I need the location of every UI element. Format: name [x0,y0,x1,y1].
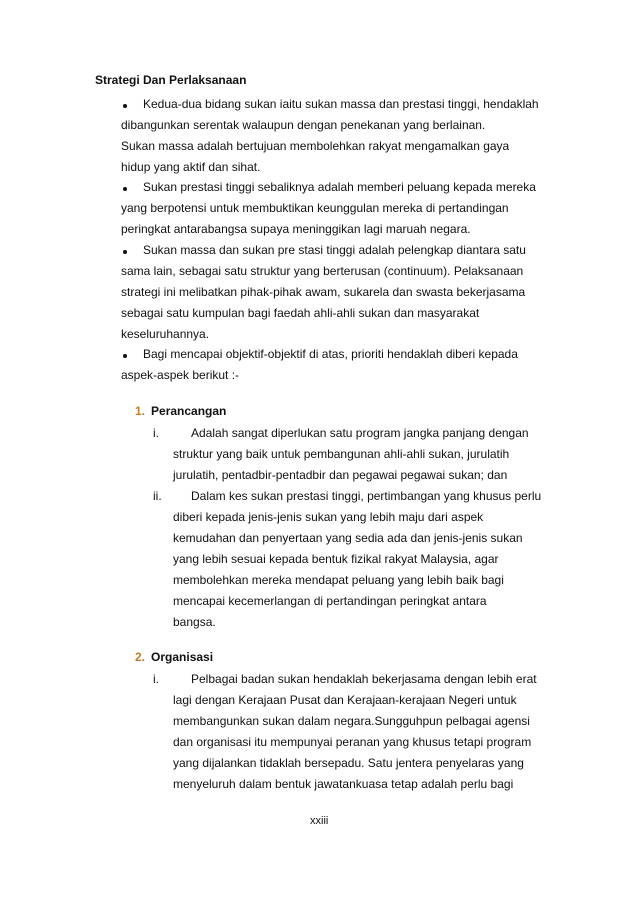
section-1-item-1-line-2: struktur yang baik untuk pembangunan ahli-ahli sukan, jurulatih [173,447,510,461]
bullet-1-line-3: Sukan massa adalah bertujuan membolehkan rakyat mengamalkan gaya [121,139,510,153]
bullet-2-line-2: yang berpotensi untuk membuktikan keunggulan mereka di pertandingan [121,201,509,215]
bullet-marker [123,187,127,191]
bullet-marker [123,354,127,358]
section-2-title: Organisasi [151,650,214,664]
section-1-item-1-line-1: Adalah sangat diperlukan satu program jangka panjang dengan [191,426,529,440]
section-2-item-1-line-4: dan organisasi itu mempunyai peranan yang khusus tetapi program [173,735,532,749]
bullet-1-line-4: hidup yang aktif dan sihat. [121,160,261,174]
section-1-item-2-line-1: Dalam kes sukan prestasi tinggi, pertimbangan yang khusus perlu [191,489,542,503]
bullet-3-line-3: strategi ini melibatkan pihak-pihak awam, sukarela dan swasta bekerjasama [121,285,526,299]
bullet-3-line-4: sebagai satu kumpulan bagi faedah ahli-ahli sukan dan masyarakat [121,306,480,320]
section-1-item-2-line-4: yang lebih sesuai kepada bentuk fizikal rakyat Malaysia, agar [173,552,499,566]
bullet-marker [123,104,127,108]
bullet-3-line-1: Sukan massa dan sukan pre stasi tinggi adalah pelengkap diantara satu [143,243,526,257]
bullet-marker [123,250,127,254]
bullet-4-line-2: aspek-aspek berikut :- [121,368,240,382]
bullet-1-line-2: dibangunkan serentak walaupun dengan penekanan yang berlainan. [121,118,486,132]
section-2-number: 2. [135,650,146,664]
bullet-4-line-1: Bagi mencapai objektif-objektif di atas, prioriti hendaklah diberi kepada [143,347,518,361]
section-2-item-1-line-1: Pelbagai badan sukan hendaklah bekerjasama dengan lebih erat [191,672,537,686]
bullet-1-line-1: Kedua-dua bidang sukan iaitu sukan massa dan prestasi tinggi, hendaklah [143,97,539,111]
section-1-item-2-line-6: mencapai kecemerlangan di pertandingan peringkat antara [173,594,487,608]
bullet-3-line-2: sama lain, sebagai satu struktur yang berterusan (continuum). Pelaksanaan [121,264,524,278]
section-2-heading [135,650,213,664]
section-1-item-2-line-2: diberi kepada jenis-jenis sukan yang lebih maju dari aspek [173,510,484,524]
section-2-item-1-line-3: membangunkan sukan dalam negara.Sungguhpun pelbagai agensi [173,714,530,728]
section-2-item-1-line-6: menyeluruh dalam bentuk jawatankuasa tetap adalah perlu bagi [173,777,514,791]
section-1-item-2-line-3: kemudahan dan penyertaan yang sedia ada dan jenis-jenis sukan [173,531,523,545]
section-2-item-1-line-5: yang dijalankan tidaklah bersepadu. Satu jentera penyelaras yang [173,756,524,770]
roman-numeral: i. [153,672,159,686]
bullet-2-line-3: peringkat antarabangsa supaya meninggikan lagi maruah negara. [121,222,471,236]
section-1-item-1-line-3: jurulatih, pentadbir-pentadbir dan pegawai pegawai sukan; dan [173,468,508,482]
section-heading: Strategi Dan Perlaksanaan [95,73,247,87]
roman-numeral: i. [153,426,159,440]
section-1-title: Perancangan [151,404,227,418]
section-2-item-1-line-2: lagi dengan Kerajaan Pusat dan Kerajaan-kerajaan Negeri untuk [173,693,517,707]
bullet-3-line-5: keseluruhannya. [121,327,210,341]
page-number: xxiii [310,815,329,827]
section-1-heading [135,404,226,418]
roman-numeral: ii. [153,489,162,503]
section-1-number: 1. [135,404,146,418]
section-1-item-2-line-7: bangsa. [173,615,216,629]
bullet-2-line-1: Sukan prestasi tinggi sebaliknya adalah memberi peluang kepada mereka [143,180,536,194]
section-1-item-2-line-5: membolehkan mereka mendapat peluang yang lebih baik bagi [173,573,504,587]
